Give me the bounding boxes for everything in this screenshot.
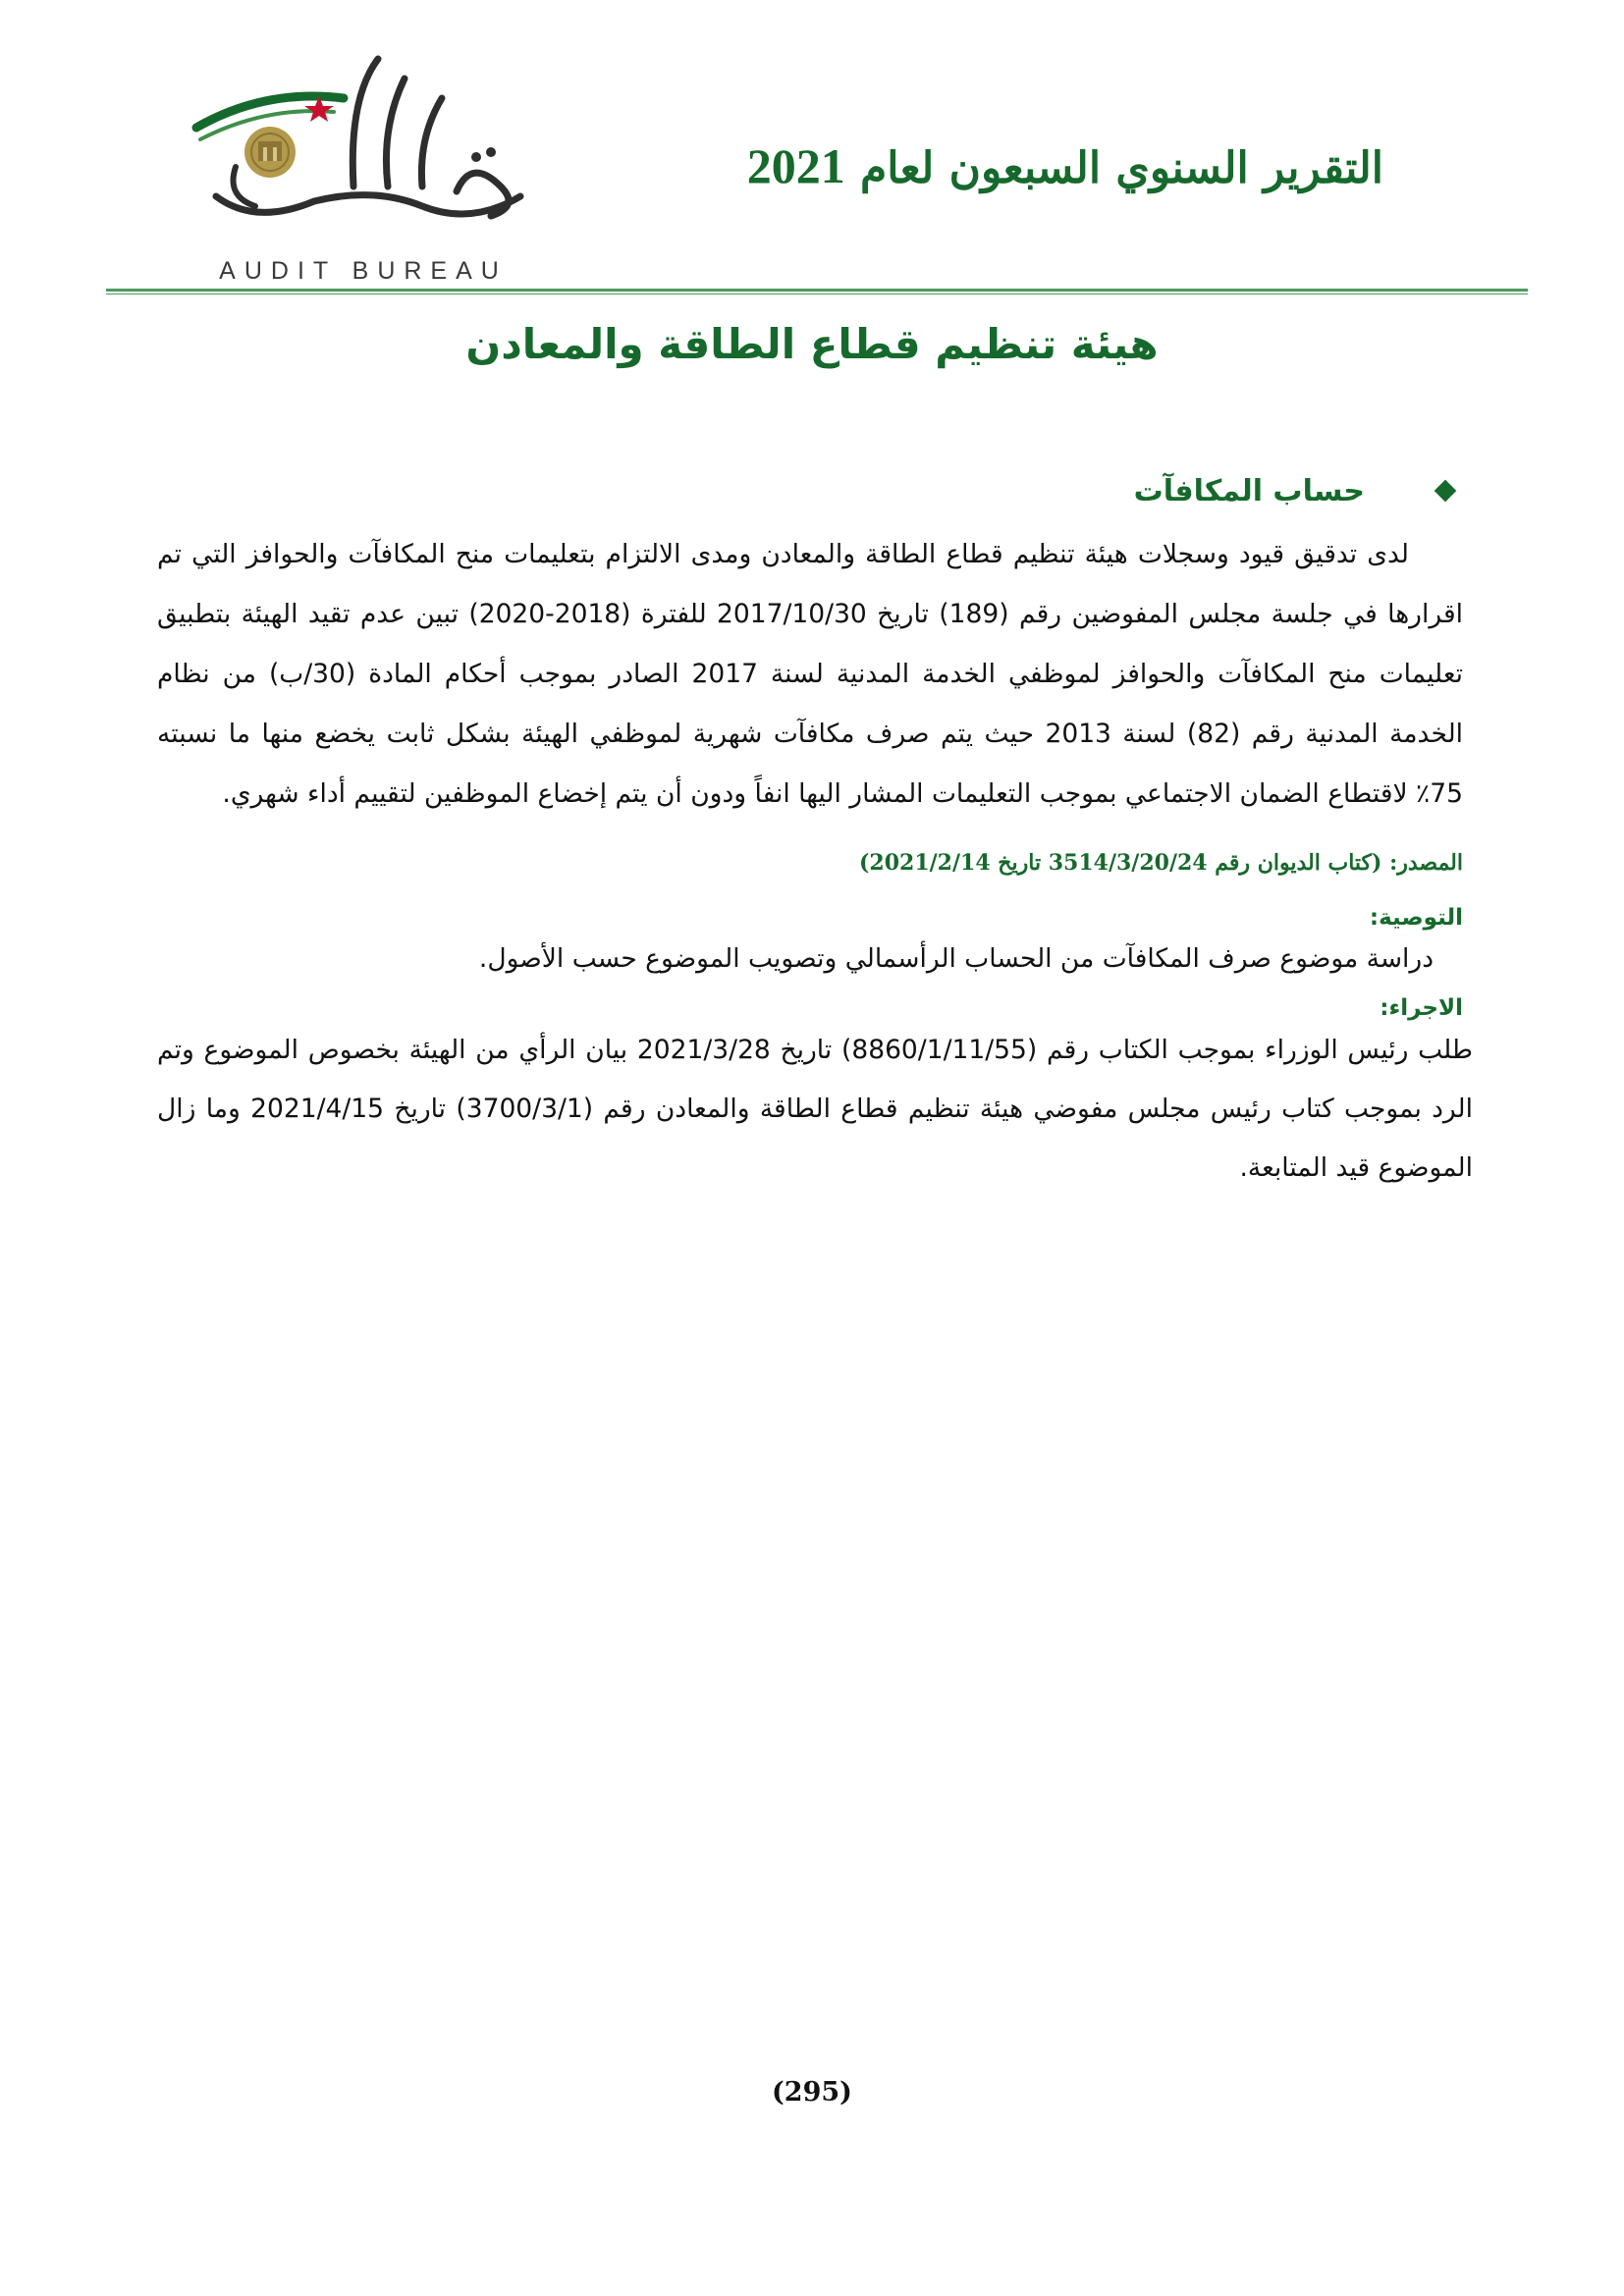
header-divider — [106, 289, 1528, 292]
page-number: (295) — [772, 2077, 852, 2108]
action-text: طلب رئيس الوزراء بموجب الكتاب رقم (8860/1/11/55) تاريخ 2021/3/28 بيان الرأي من الهيئة بخصوص الموضوع وتم الرد بموجب كتاب رئيس مجلس مفوضي هيئة تنظيم قطاع الطاقة والمعادن رقم (3700/3/1) تاريخ 2021/4/15 وما زال الموضوع قيد المتابعة. — [157, 1034, 1473, 1183]
header-year: 2021 — [746, 138, 845, 193]
recommendation-label: التوصية: — [1369, 904, 1463, 931]
report-header-title — [747, 137, 1383, 194]
action-label: الاجراء: — [1380, 994, 1463, 1021]
audit-bureau-logo — [177, 39, 550, 285]
source-reference: المصدر: (كتاب الديوان رقم 3514/3/20/24 تاريخ 2021/2/14) — [858, 849, 1463, 876]
finding-paragraph: لدى تدقيق قيود وسجلات هيئة تنظيم قطاع الطاقة والمعادن ومدى الالتزام بتعليمات منح المكافآت والحوافز التي تم اقرارها في جلسة مجلس المفوضين رقم (189) تاريخ 2017/10/30 للفترة (2018-2020) تبين عدم تقيد الهيئة بتطبيق تعليمات منح المكافآت والحوافز لموظفي الخدمة المدنية لسنة 2017 الصادر بموجب أحكام المادة (30/ب) من نظام الخدمة المدنية رقم (82) لسنة 2013 حيث يتم صرف مكافآت شهرية لموظفي الهيئة بشكل ثابت يخضع منها ما نسبته 75٪ لاقتطاع الضمان الاجتماعي بموجب التعليمات المشار اليها انفاً ودون أن يتم إخضاع الموظفين لتقييم أداء شهري. — [157, 539, 1464, 809]
recommendation-text: دراسة موضوع صرف المكافآت من الحساب الرأسمالي وتصويب الموضوع حسب الأصول. — [478, 942, 1434, 974]
bullet-diamond-icon — [1435, 480, 1457, 503]
item-heading — [157, 461, 1473, 520]
section-title: هيئة تنظيم قطاع الطاقة والمعادن — [465, 320, 1159, 368]
header-title-text: التقرير السنوي السبعون لعام — [860, 143, 1383, 193]
report-content — [157, 461, 1473, 1198]
logo-emblem-icon — [177, 39, 550, 260]
item-heading-text: حساب المكافآت — [1133, 473, 1365, 508]
logo-brand-text: AUDIT BUREAU — [219, 257, 508, 285]
